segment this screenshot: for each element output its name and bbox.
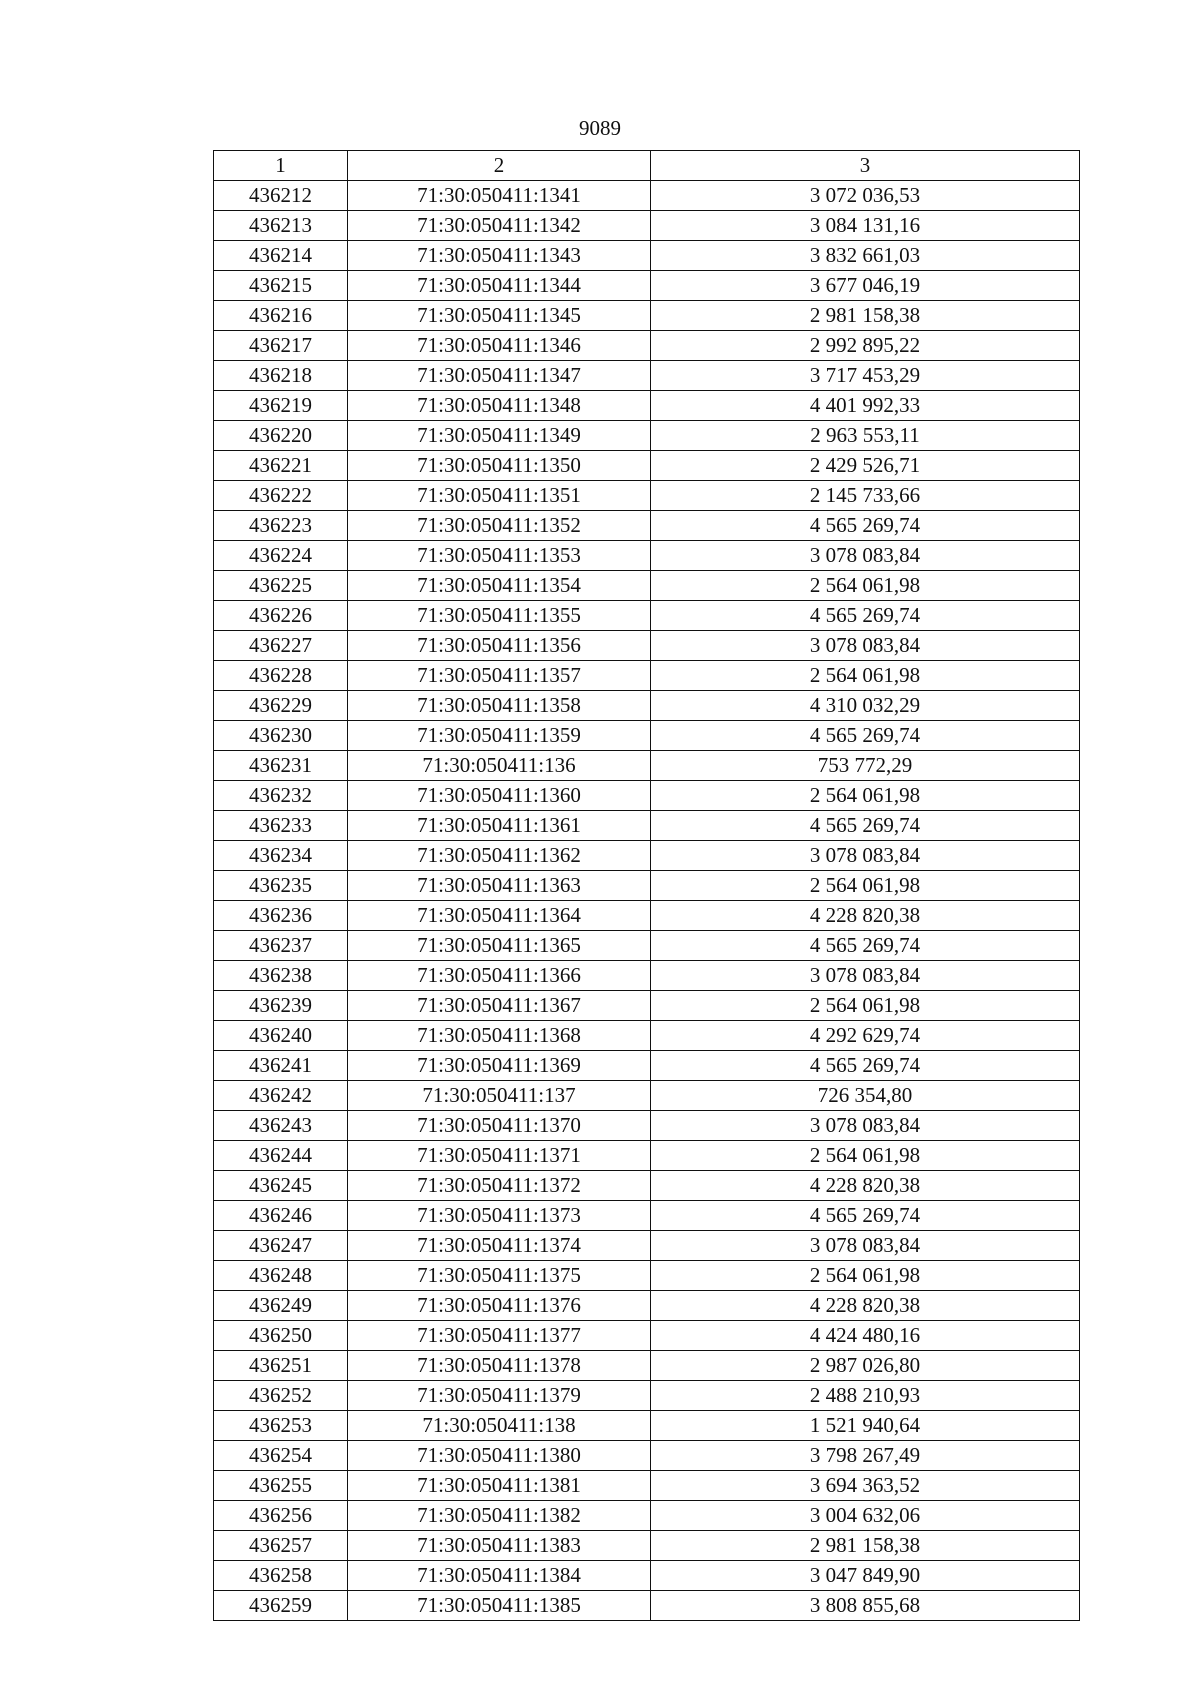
- table-row: [214, 1591, 1080, 1621]
- cadastral-number-cell: 71:30:050411:1359: [348, 721, 651, 751]
- cadastral-value-table: [213, 150, 1080, 1621]
- table-row: [214, 1111, 1080, 1141]
- cadastral-number-cell: 71:30:050411:1355: [348, 601, 651, 631]
- cadastral-number-cell: 71:30:050411:136: [348, 751, 651, 781]
- value-cell: 2 564 061,98: [651, 1141, 1080, 1171]
- row-number-cell: 436248: [214, 1261, 348, 1291]
- table-row: [214, 1441, 1080, 1471]
- table-row: [214, 961, 1080, 991]
- cadastral-number-cell: 71:30:050411:1348: [348, 391, 651, 421]
- value-cell: 2 564 061,98: [651, 1261, 1080, 1291]
- table-row: [214, 571, 1080, 601]
- table-row: [214, 931, 1080, 961]
- row-number-cell: 436229: [214, 691, 348, 721]
- table-row: [214, 871, 1080, 901]
- cadastral-number-cell: 71:30:050411:1354: [348, 571, 651, 601]
- row-number-cell: 436231: [214, 751, 348, 781]
- table-row: [214, 271, 1080, 301]
- value-cell: 4 565 269,74: [651, 811, 1080, 841]
- value-cell: 4 424 480,16: [651, 1321, 1080, 1351]
- table-header-row: [214, 151, 1080, 181]
- cadastral-number-cell: 71:30:050411:1353: [348, 541, 651, 571]
- value-cell: 4 565 269,74: [651, 931, 1080, 961]
- row-number-cell: 436234: [214, 841, 348, 871]
- cadastral-number-cell: 71:30:050411:1371: [348, 1141, 651, 1171]
- row-number-cell: 436213: [214, 211, 348, 241]
- cadastral-number-cell: 71:30:050411:1385: [348, 1591, 651, 1621]
- row-number-cell: 436258: [214, 1561, 348, 1591]
- table-row: [214, 661, 1080, 691]
- table-row: [214, 841, 1080, 871]
- cadastral-number-cell: 71:30:050411:1378: [348, 1351, 651, 1381]
- cadastral-number-cell: 71:30:050411:1365: [348, 931, 651, 961]
- cadastral-number-cell: 71:30:050411:1345: [348, 301, 651, 331]
- value-cell: 3 084 131,16: [651, 211, 1080, 241]
- cadastral-number-cell: 71:30:050411:1383: [348, 1531, 651, 1561]
- table-row: [214, 1531, 1080, 1561]
- row-number-cell: 436217: [214, 331, 348, 361]
- cadastral-number-cell: 71:30:050411:1372: [348, 1171, 651, 1201]
- value-cell: 4 228 820,38: [651, 1171, 1080, 1201]
- value-cell: 4 565 269,74: [651, 721, 1080, 751]
- table-row: [214, 301, 1080, 331]
- table-row: [214, 391, 1080, 421]
- table-row: [214, 481, 1080, 511]
- value-cell: 2 564 061,98: [651, 781, 1080, 811]
- column-header-1: 1: [214, 151, 348, 181]
- cadastral-number-cell: 71:30:050411:1341: [348, 181, 651, 211]
- table-row: [214, 631, 1080, 661]
- cadastral-number-cell: 71:30:050411:1374: [348, 1231, 651, 1261]
- row-number-cell: 436222: [214, 481, 348, 511]
- table-row: [214, 991, 1080, 1021]
- cadastral-number-cell: 71:30:050411:1343: [348, 241, 651, 271]
- row-number-cell: 436235: [214, 871, 348, 901]
- row-number-cell: 436259: [214, 1591, 348, 1621]
- cadastral-number-cell: 71:30:050411:1380: [348, 1441, 651, 1471]
- table-row: [214, 541, 1080, 571]
- value-cell: 2 564 061,98: [651, 661, 1080, 691]
- cadastral-number-cell: 71:30:050411:1350: [348, 451, 651, 481]
- value-cell: 4 401 992,33: [651, 391, 1080, 421]
- row-number-cell: 436215: [214, 271, 348, 301]
- value-cell: 4 310 032,29: [651, 691, 1080, 721]
- table-row: [214, 1501, 1080, 1531]
- cadastral-number-cell: 71:30:050411:1361: [348, 811, 651, 841]
- column-header-2: 2: [348, 151, 651, 181]
- row-number-cell: 436218: [214, 361, 348, 391]
- cadastral-number-cell: 71:30:050411:1356: [348, 631, 651, 661]
- row-number-cell: 436257: [214, 1531, 348, 1561]
- row-number-cell: 436216: [214, 301, 348, 331]
- table-row: [214, 1561, 1080, 1591]
- column-header-3: 3: [651, 151, 1080, 181]
- value-cell: 3 078 083,84: [651, 1231, 1080, 1261]
- row-number-cell: 436220: [214, 421, 348, 451]
- value-cell: 3 078 083,84: [651, 1111, 1080, 1141]
- value-cell: 2 488 210,93: [651, 1381, 1080, 1411]
- cadastral-number-cell: 71:30:050411:1366: [348, 961, 651, 991]
- value-cell: 4 292 629,74: [651, 1021, 1080, 1051]
- table-row: [214, 691, 1080, 721]
- row-number-cell: 436227: [214, 631, 348, 661]
- value-cell: 3 078 083,84: [651, 841, 1080, 871]
- value-cell: 4 565 269,74: [651, 1051, 1080, 1081]
- row-number-cell: 436252: [214, 1381, 348, 1411]
- cadastral-number-cell: 71:30:050411:1344: [348, 271, 651, 301]
- cadastral-number-cell: 71:30:050411:1377: [348, 1321, 651, 1351]
- table-row: [214, 511, 1080, 541]
- row-number-cell: 436230: [214, 721, 348, 751]
- cadastral-number-cell: 71:30:050411:1363: [348, 871, 651, 901]
- cadastral-number-cell: 71:30:050411:137: [348, 1081, 651, 1111]
- row-number-cell: 436225: [214, 571, 348, 601]
- table-row: [214, 1141, 1080, 1171]
- row-number-cell: 436244: [214, 1141, 348, 1171]
- value-cell: 3 798 267,49: [651, 1441, 1080, 1471]
- value-cell: 3 078 083,84: [651, 961, 1080, 991]
- table-body: [214, 181, 1080, 1621]
- row-number-cell: 436221: [214, 451, 348, 481]
- table-row: [214, 361, 1080, 391]
- cadastral-number-cell: 71:30:050411:1368: [348, 1021, 651, 1051]
- page-number: 9089: [579, 116, 621, 140]
- cadastral-number-cell: 71:30:050411:138: [348, 1411, 651, 1441]
- row-number-cell: 436241: [214, 1051, 348, 1081]
- row-number-cell: 436236: [214, 901, 348, 931]
- row-number-cell: 436245: [214, 1171, 348, 1201]
- table-row: [214, 421, 1080, 451]
- table-row: [214, 1261, 1080, 1291]
- row-number-cell: 436240: [214, 1021, 348, 1051]
- table-row: [214, 721, 1080, 751]
- table-row: [214, 241, 1080, 271]
- cadastral-number-cell: 71:30:050411:1358: [348, 691, 651, 721]
- row-number-cell: 436253: [214, 1411, 348, 1441]
- table-row: [214, 1411, 1080, 1441]
- value-cell: 2 564 061,98: [651, 991, 1080, 1021]
- value-cell: 2 992 895,22: [651, 331, 1080, 361]
- cadastral-number-cell: 71:30:050411:1382: [348, 1501, 651, 1531]
- table-row: [214, 781, 1080, 811]
- table-row: [214, 1291, 1080, 1321]
- table-row: [214, 211, 1080, 241]
- table-row: [214, 181, 1080, 211]
- table-row: [214, 451, 1080, 481]
- value-cell: 2 564 061,98: [651, 571, 1080, 601]
- value-cell: 3 677 046,19: [651, 271, 1080, 301]
- value-cell: 3 717 453,29: [651, 361, 1080, 391]
- value-cell: 3 078 083,84: [651, 541, 1080, 571]
- cadastral-number-cell: 71:30:050411:1373: [348, 1201, 651, 1231]
- row-number-cell: 436239: [214, 991, 348, 1021]
- table-row: [214, 1231, 1080, 1261]
- table-row: [214, 901, 1080, 931]
- cadastral-number-cell: 71:30:050411:1370: [348, 1111, 651, 1141]
- table-row: [214, 1351, 1080, 1381]
- row-number-cell: 436247: [214, 1231, 348, 1261]
- cadastral-number-cell: 71:30:050411:1384: [348, 1561, 651, 1591]
- cadastral-number-cell: 71:30:050411:1381: [348, 1471, 651, 1501]
- row-number-cell: 436255: [214, 1471, 348, 1501]
- cadastral-number-cell: 71:30:050411:1351: [348, 481, 651, 511]
- row-number-cell: 436242: [214, 1081, 348, 1111]
- row-number-cell: 436223: [214, 511, 348, 541]
- table-row: [214, 1201, 1080, 1231]
- table-row: [214, 1081, 1080, 1111]
- value-cell: 3 004 632,06: [651, 1501, 1080, 1531]
- cadastral-number-cell: 71:30:050411:1360: [348, 781, 651, 811]
- table-row: [214, 811, 1080, 841]
- cadastral-number-cell: 71:30:050411:1349: [348, 421, 651, 451]
- cadastral-number-cell: 71:30:050411:1347: [348, 361, 651, 391]
- value-cell: 1 521 940,64: [651, 1411, 1080, 1441]
- value-cell: 2 564 061,98: [651, 871, 1080, 901]
- row-number-cell: 436214: [214, 241, 348, 271]
- value-cell: 3 047 849,90: [651, 1561, 1080, 1591]
- value-cell: 2 145 733,66: [651, 481, 1080, 511]
- value-cell: 4 228 820,38: [651, 1291, 1080, 1321]
- value-cell: 4 228 820,38: [651, 901, 1080, 931]
- value-cell: 4 565 269,74: [651, 511, 1080, 541]
- table-row: [214, 1471, 1080, 1501]
- value-cell: 3 694 363,52: [651, 1471, 1080, 1501]
- row-number-cell: 436233: [214, 811, 348, 841]
- row-number-cell: 436224: [214, 541, 348, 571]
- cadastral-number-cell: 71:30:050411:1367: [348, 991, 651, 1021]
- value-cell: 3 832 661,03: [651, 241, 1080, 271]
- row-number-cell: 436250: [214, 1321, 348, 1351]
- row-number-cell: 436249: [214, 1291, 348, 1321]
- row-number-cell: 436251: [214, 1351, 348, 1381]
- table-row: [214, 601, 1080, 631]
- cadastral-number-cell: 71:30:050411:1357: [348, 661, 651, 691]
- value-cell: 726 354,80: [651, 1081, 1080, 1111]
- cadastral-number-cell: 71:30:050411:1376: [348, 1291, 651, 1321]
- row-number-cell: 436237: [214, 931, 348, 961]
- cadastral-number-cell: 71:30:050411:1352: [348, 511, 651, 541]
- cadastral-number-cell: 71:30:050411:1375: [348, 1261, 651, 1291]
- value-cell: 2 981 158,38: [651, 301, 1080, 331]
- row-number-cell: 436228: [214, 661, 348, 691]
- value-cell: 3 808 855,68: [651, 1591, 1080, 1621]
- value-cell: 2 429 526,71: [651, 451, 1080, 481]
- table-row: [214, 1381, 1080, 1411]
- value-cell: 4 565 269,74: [651, 601, 1080, 631]
- row-number-cell: 436219: [214, 391, 348, 421]
- row-number-cell: 436246: [214, 1201, 348, 1231]
- value-cell: 753 772,29: [651, 751, 1080, 781]
- row-number-cell: 436226: [214, 601, 348, 631]
- table-row: [214, 1321, 1080, 1351]
- value-cell: 2 981 158,38: [651, 1531, 1080, 1561]
- cadastral-number-cell: 71:30:050411:1342: [348, 211, 651, 241]
- table-row: [214, 1171, 1080, 1201]
- value-cell: 3 078 083,84: [651, 631, 1080, 661]
- cadastral-number-cell: 71:30:050411:1379: [348, 1381, 651, 1411]
- value-cell: 3 072 036,53: [651, 181, 1080, 211]
- cadastral-number-cell: 71:30:050411:1362: [348, 841, 651, 871]
- cadastral-number-cell: 71:30:050411:1346: [348, 331, 651, 361]
- value-cell: 2 987 026,80: [651, 1351, 1080, 1381]
- table-row: [214, 1051, 1080, 1081]
- value-cell: 2 963 553,11: [651, 421, 1080, 451]
- cadastral-number-cell: 71:30:050411:1364: [348, 901, 651, 931]
- row-number-cell: 436243: [214, 1111, 348, 1141]
- row-number-cell: 436232: [214, 781, 348, 811]
- table-row: [214, 751, 1080, 781]
- table-row: [214, 331, 1080, 361]
- row-number-cell: 436212: [214, 181, 348, 211]
- row-number-cell: 436256: [214, 1501, 348, 1531]
- row-number-cell: 436254: [214, 1441, 348, 1471]
- table-row: [214, 1021, 1080, 1051]
- cadastral-number-cell: 71:30:050411:1369: [348, 1051, 651, 1081]
- value-cell: 4 565 269,74: [651, 1201, 1080, 1231]
- row-number-cell: 436238: [214, 961, 348, 991]
